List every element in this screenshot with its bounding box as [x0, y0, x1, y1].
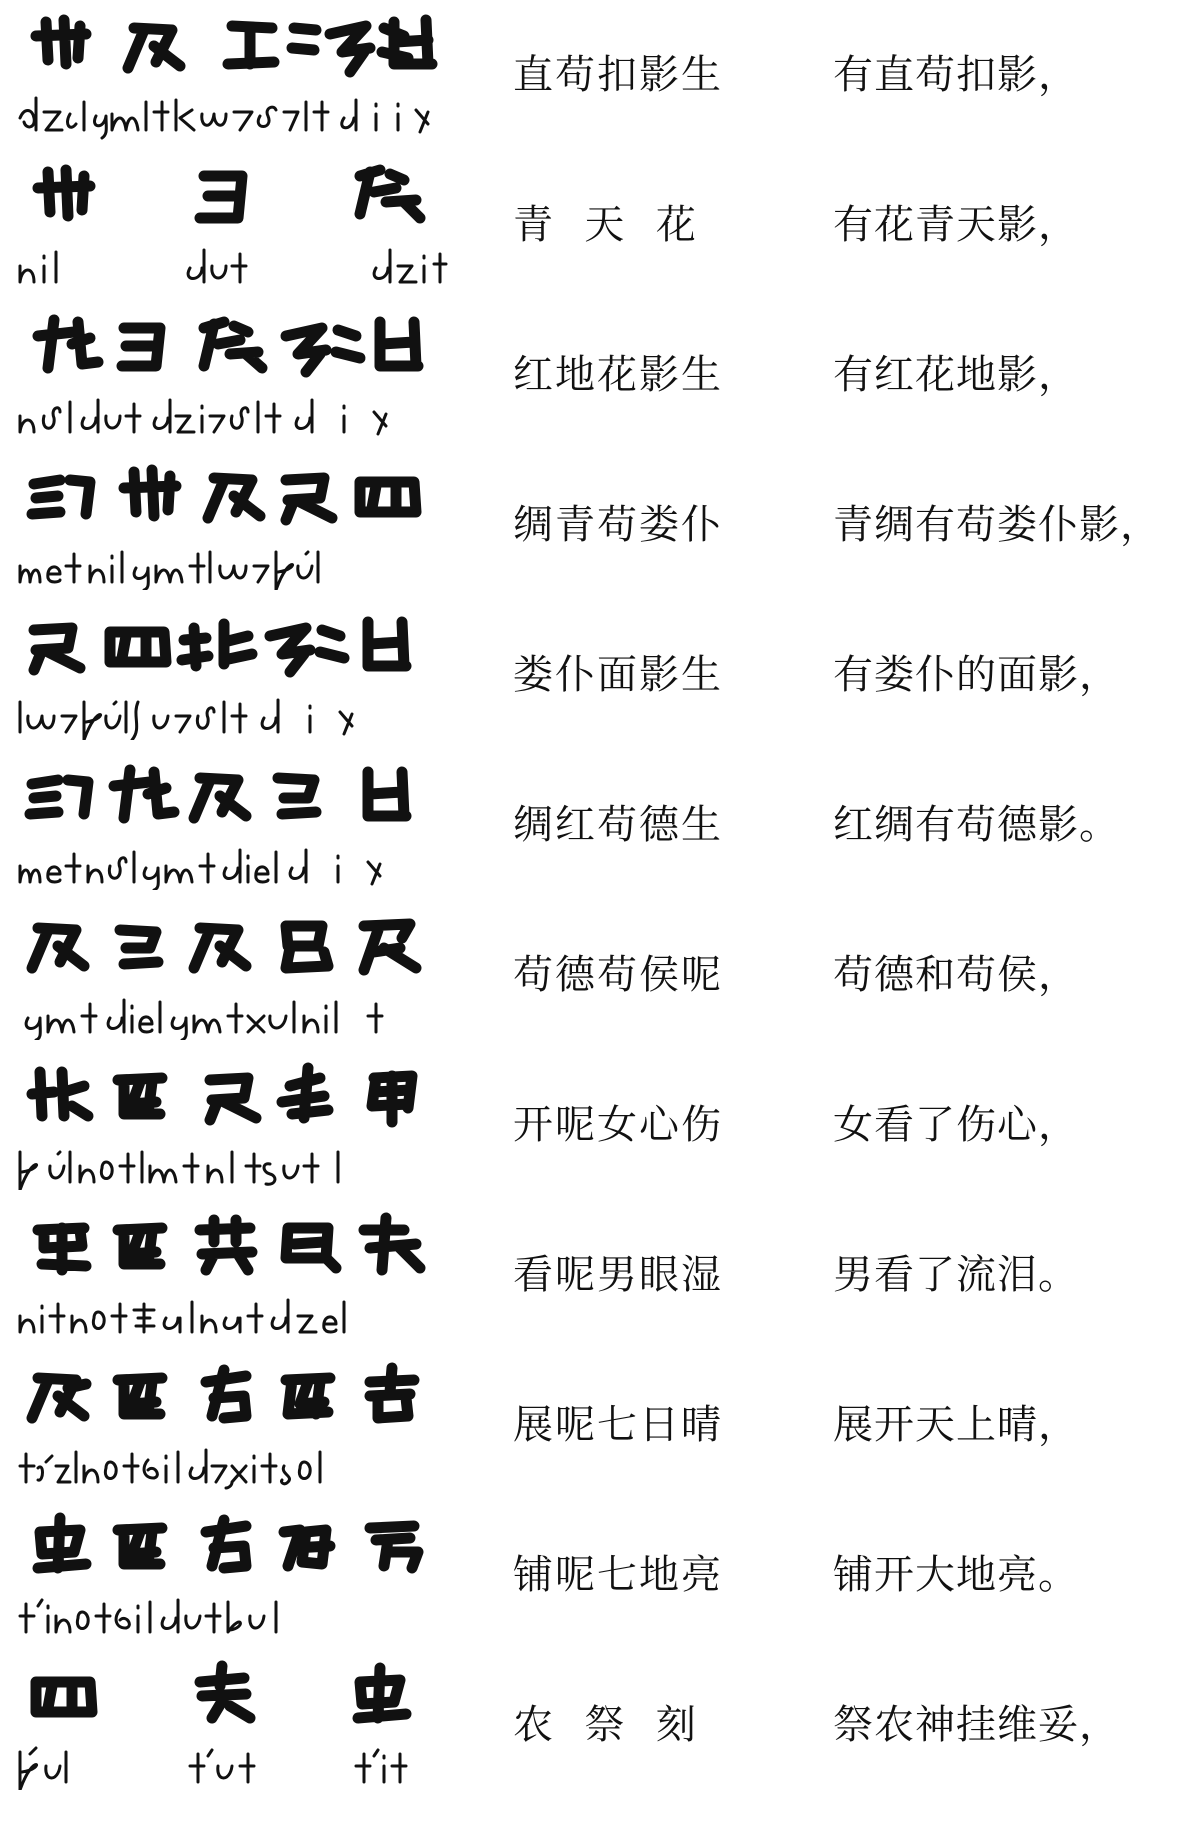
phonetic-line: [14, 88, 454, 140]
chinese-gloss: 铺呢七地亮: [513, 1552, 723, 1598]
script-glyphs: [24, 608, 444, 688]
script-column: [14, 8, 444, 142]
script-column: [14, 1208, 444, 1342]
script-column: [14, 1508, 444, 1642]
phonetic-line: [14, 238, 454, 290]
script-column: [14, 758, 444, 892]
script-glyphs: [24, 308, 444, 388]
chinese-translation: 青绸有苟娄仆影，: [833, 502, 1161, 548]
script-column: [14, 308, 444, 442]
verse-row-2: [0, 150, 1178, 300]
script-glyphs: [24, 1658, 444, 1738]
phonetic-line: [14, 1288, 454, 1340]
chinese-translation: 有红花地影，: [833, 352, 1079, 398]
chinese-gloss: 展呢七日晴: [513, 1402, 723, 1448]
verse-row-5: [0, 600, 1178, 750]
script-glyphs: [24, 1508, 444, 1588]
script-column: [14, 608, 444, 742]
chinese-gloss: 直苟扣影生: [513, 52, 723, 98]
script-column: [14, 458, 444, 592]
chinese-gloss: 苟德苟侯呢: [513, 952, 723, 998]
script-glyphs: [24, 758, 444, 838]
phonetic-line: [14, 688, 454, 740]
verse-row-1: [0, 0, 1178, 150]
script-column: [14, 1058, 444, 1192]
phonetic-line: [14, 1438, 454, 1490]
chinese-gloss: 红地花影生: [513, 352, 723, 398]
chinese-gloss: 看呢男眼湿: [513, 1252, 723, 1298]
script-glyphs: [24, 458, 444, 538]
verse-row-3: [0, 300, 1178, 450]
chinese-translation: 红绸有苟德影。: [833, 802, 1120, 848]
verse-row-11: [0, 1500, 1178, 1650]
script-column: [14, 1358, 444, 1492]
script-column: [14, 908, 444, 1042]
phonetic-line: [14, 838, 454, 890]
verse-row-9: [0, 1200, 1178, 1350]
chinese-gloss: 娄仆面影生: [513, 652, 723, 698]
verse-row-6: [0, 750, 1178, 900]
phonetic-line: [14, 1588, 454, 1640]
phonetic-line: [14, 988, 454, 1040]
chinese-translation: 有娄仆的面影，: [833, 652, 1120, 698]
chinese-translation: 有花青天影，: [833, 202, 1079, 248]
verse-row-4: [0, 450, 1178, 600]
chinese-translation: 展开天上晴，: [833, 1402, 1079, 1448]
script-glyphs: [24, 1208, 444, 1288]
verse-row-8: [0, 1050, 1178, 1200]
chinese-translation: 祭农神挂维妥，: [833, 1702, 1120, 1748]
script-glyphs: [24, 908, 444, 988]
script-column: [14, 158, 444, 292]
chinese-gloss: 农 祭 刻: [513, 1702, 698, 1748]
chinese-translation: 男看了流泪。: [833, 1252, 1079, 1298]
verse-row-12: [0, 1650, 1178, 1800]
phonetic-line: [14, 1738, 454, 1790]
chinese-gloss: 绸青苟娄仆: [513, 502, 723, 548]
script-column: [14, 1658, 444, 1792]
chinese-translation: 有直苟扣影，: [833, 52, 1079, 98]
chinese-translation: 铺开大地亮。: [833, 1552, 1079, 1598]
phonetic-line: [14, 388, 454, 440]
script-glyphs: [24, 158, 444, 238]
verse-row-7: [0, 900, 1178, 1050]
chinese-gloss: 绸红苟德生: [513, 802, 723, 848]
chinese-gloss: 开呢女心伤: [513, 1102, 723, 1148]
script-glyphs: [24, 1358, 444, 1438]
phonetic-line: [14, 538, 454, 590]
chinese-translation: 苟德和苟侯，: [833, 952, 1079, 998]
chinese-translation: 女看了伤心，: [833, 1102, 1079, 1148]
script-glyphs: [24, 8, 444, 88]
verse-row-10: [0, 1350, 1178, 1500]
chinese-gloss: 青 天 花: [513, 202, 698, 248]
script-glyphs: [24, 1058, 444, 1138]
phonetic-line: [14, 1138, 454, 1190]
